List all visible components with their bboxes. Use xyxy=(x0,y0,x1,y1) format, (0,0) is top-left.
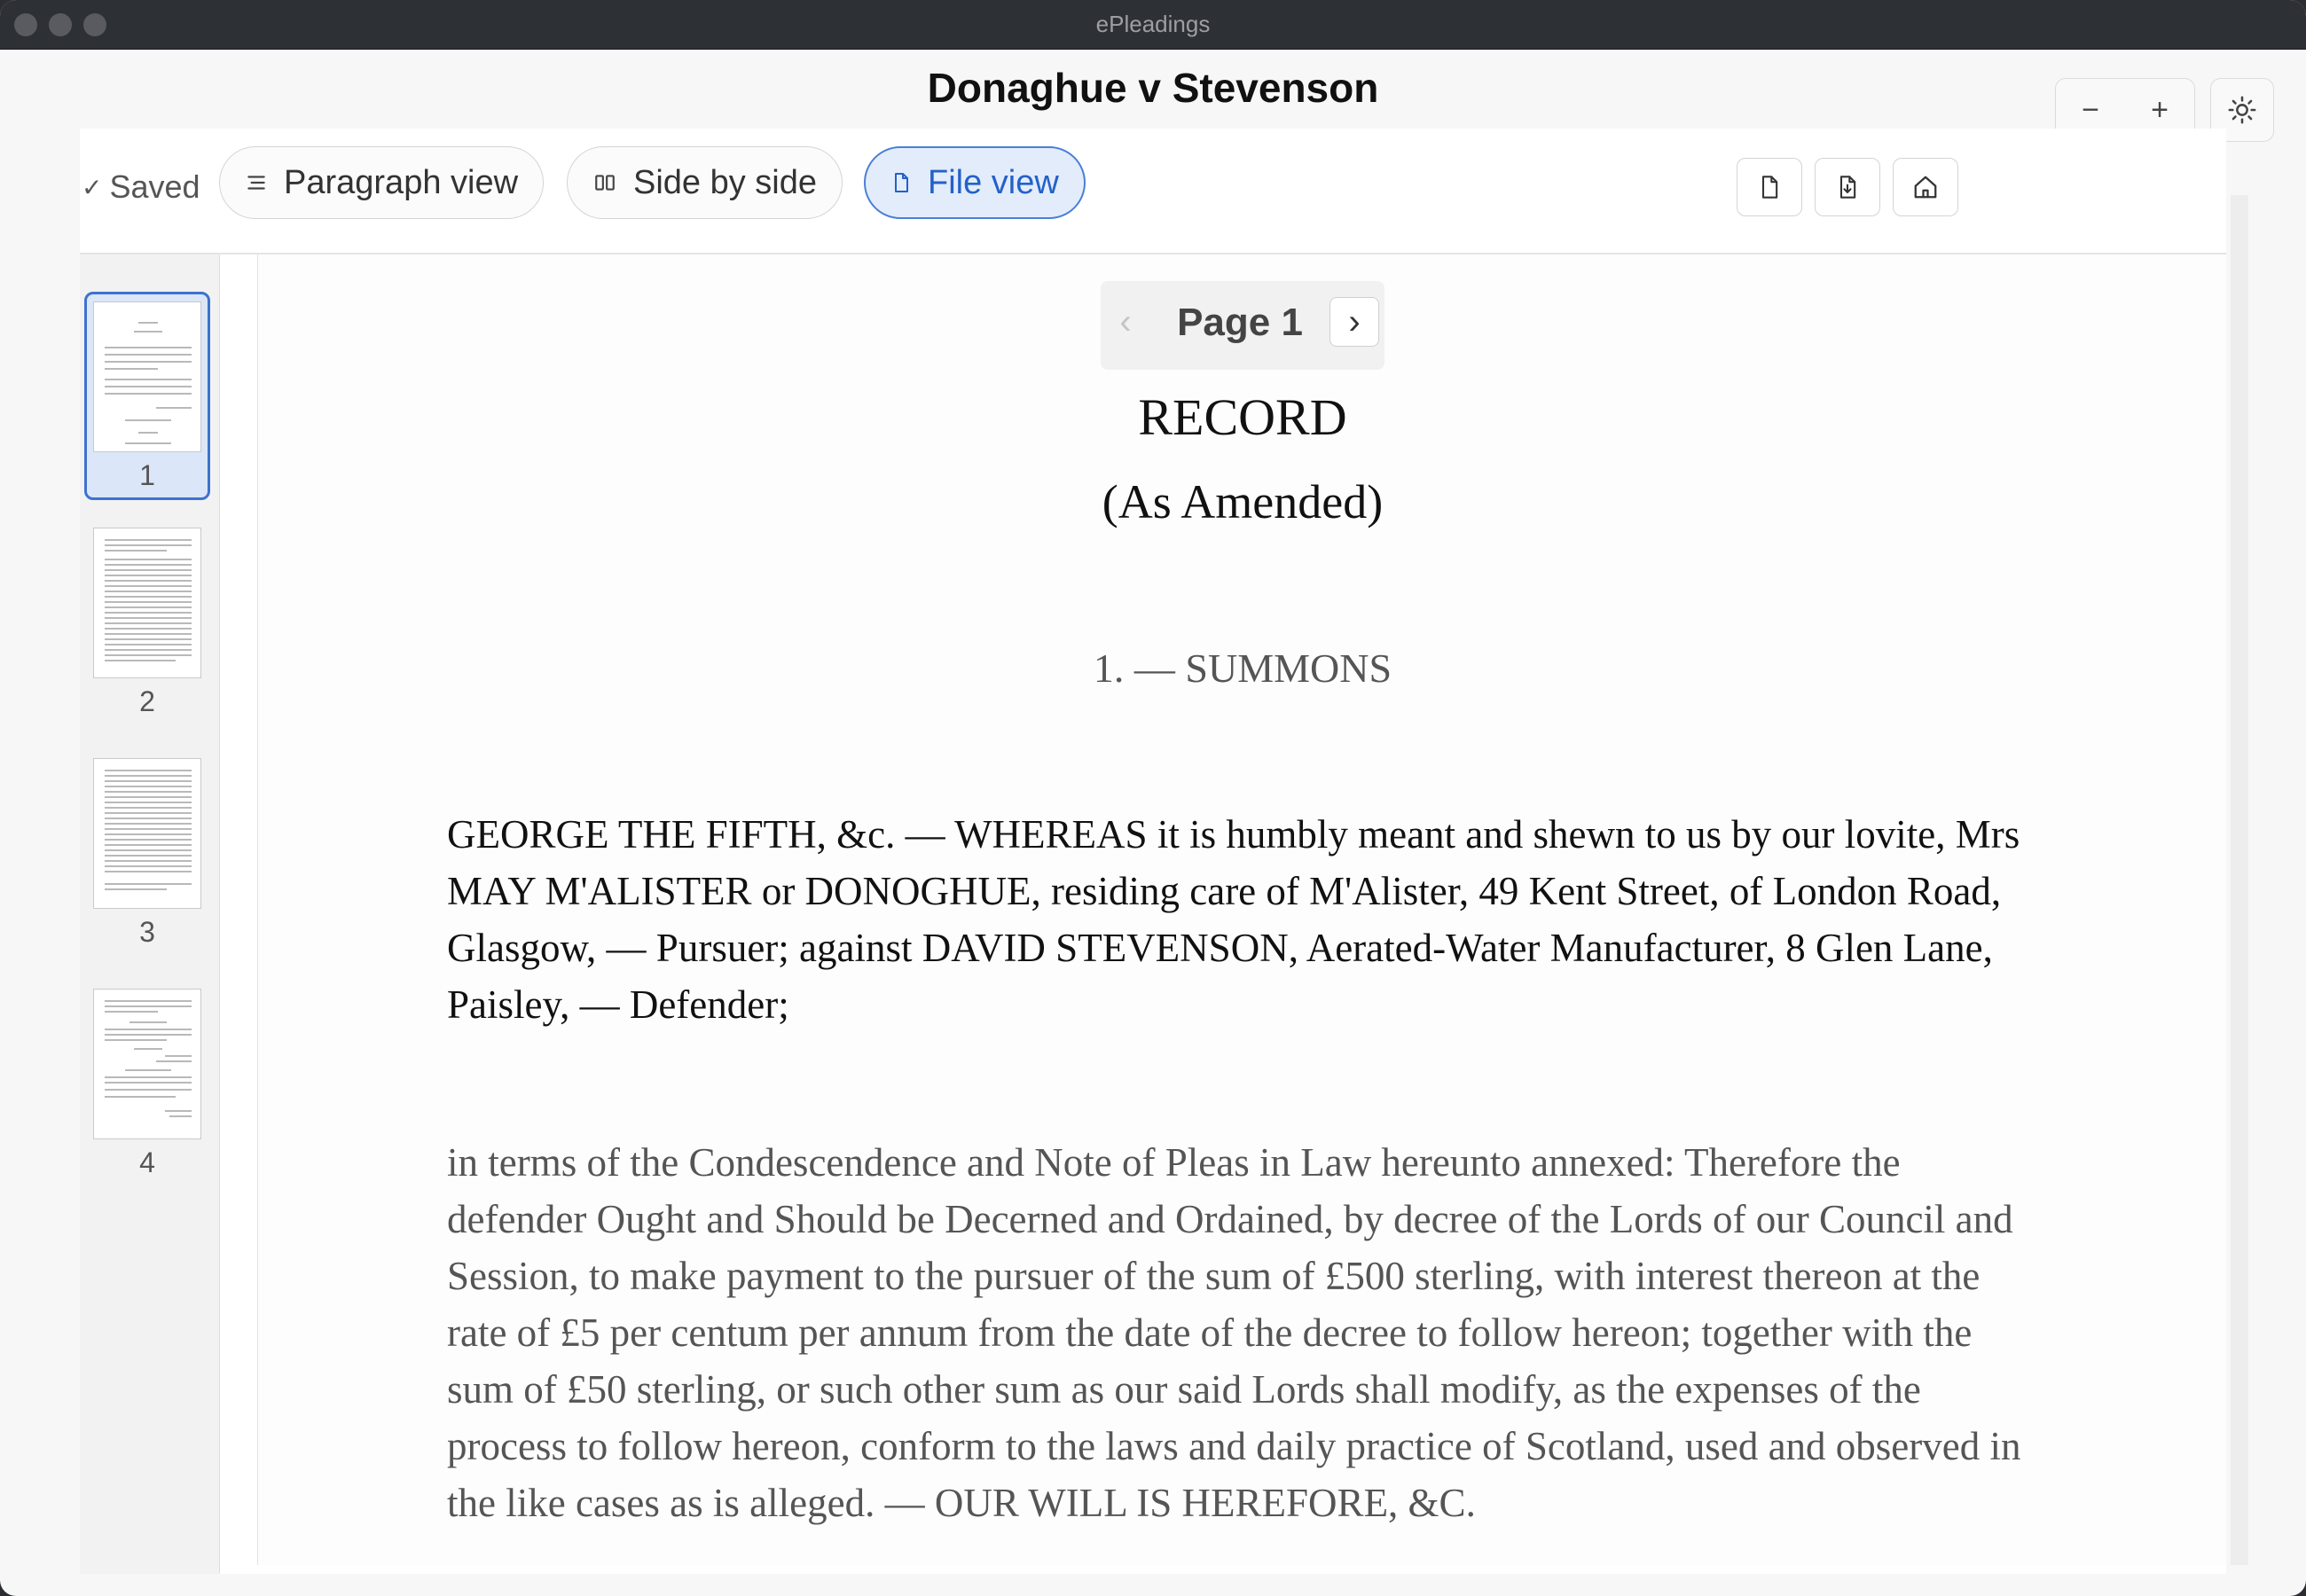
next-page-button[interactable]: › xyxy=(1329,297,1379,347)
thumbnail-number: 2 xyxy=(139,685,155,717)
saved-status xyxy=(82,168,200,206)
scrollbar-track[interactable] xyxy=(2231,195,2248,1565)
paragraph-view-label: Paragraph view xyxy=(284,163,519,201)
thumbnail-page-1[interactable] xyxy=(84,292,210,500)
record-subtitle: (As Amended) xyxy=(1102,475,1384,528)
document-title: Donaghue v Stevenson xyxy=(927,65,1379,111)
page-indicator: Page 1 xyxy=(1177,301,1303,344)
thumbnail-image xyxy=(93,301,201,452)
thumbnail-number: 4 xyxy=(139,1146,155,1178)
thumbnail-number: 3 xyxy=(139,916,155,948)
title-bar xyxy=(0,0,2306,50)
section-heading: 1. — SUMMONS xyxy=(1093,645,1392,691)
side-by-side-button[interactable] xyxy=(567,146,843,219)
saved-label: Saved xyxy=(109,168,200,205)
record-title: RECORD xyxy=(1138,388,1347,446)
open-file-button[interactable] xyxy=(1737,158,1802,216)
columns-icon xyxy=(592,171,617,194)
side-by-side-label: Side by side xyxy=(633,163,818,201)
thumbnail-page-2[interactable] xyxy=(84,520,210,724)
home-button[interactable] xyxy=(1893,158,1958,216)
thumbnail-number: 1 xyxy=(139,459,155,491)
zoom-in-button[interactable]: + xyxy=(2151,92,2169,127)
thumbnail-image xyxy=(93,989,201,1139)
thumbnail-sidebar xyxy=(80,254,220,1574)
sun-icon xyxy=(2227,95,2257,125)
list-icon xyxy=(245,171,268,194)
thumbnail-image xyxy=(93,528,201,678)
file-icon xyxy=(1757,173,1782,201)
paragraph-view-button[interactable] xyxy=(219,146,544,219)
thumbnail-image xyxy=(93,758,201,909)
download-file-button[interactable] xyxy=(1815,158,1880,216)
file-view-label: File view xyxy=(928,163,1059,201)
file-view-button[interactable] xyxy=(864,146,1086,219)
document-viewer xyxy=(257,254,2226,1565)
file-icon xyxy=(890,170,912,195)
app-title: ePleadings xyxy=(1095,11,1211,37)
thumbnail-page-4[interactable] xyxy=(84,982,210,1185)
zoom-out-button[interactable]: − xyxy=(2082,92,2099,127)
summons-paragraph-1: GEORGE THE FIFTH, &c. — WHEREAS it is humbly meant and shewn to us by our lovite, Mrs MAY M'ALISTER or DONOGHUE, residing care of M'Alister, 49 Kent Street, of London Road, Glasgow, — Pursuer; against DAVID STEVENSON, Aerated-Water Manufacturer, 8 Glen Lane, Paisley, — Defender; xyxy=(447,812,2020,1027)
thumbnail-page-3[interactable] xyxy=(84,751,210,954)
checkmark-icon: ✓ xyxy=(82,173,103,201)
home-icon xyxy=(1912,174,1939,200)
download-file-icon xyxy=(1835,173,1860,201)
summons-paragraph-2: in terms of the Condescendence and Note of Pleas in Law hereunto annexed: Therefore the defender Ought and Should be Decerned and Ordained, by decree of the Lords of our Council and Session, to make payment to the pursuer of the sum of £500 sterling, with interest thereon at the rate of £5 per centum per annum from the date of the decree to follow hereon; together with the sum of £50 sterling, or such other sum as our said Lords shall modify, as the expenses of the process to follow hereon, conform to the laws and daily practice of Scotland, used and observed in the like cases as is alleged. — OUR WILL IS HEREFORE, &C. xyxy=(447,1140,2021,1525)
previous-page-button[interactable]: ‹ xyxy=(1119,301,1132,341)
page-navigator xyxy=(1101,281,1384,370)
